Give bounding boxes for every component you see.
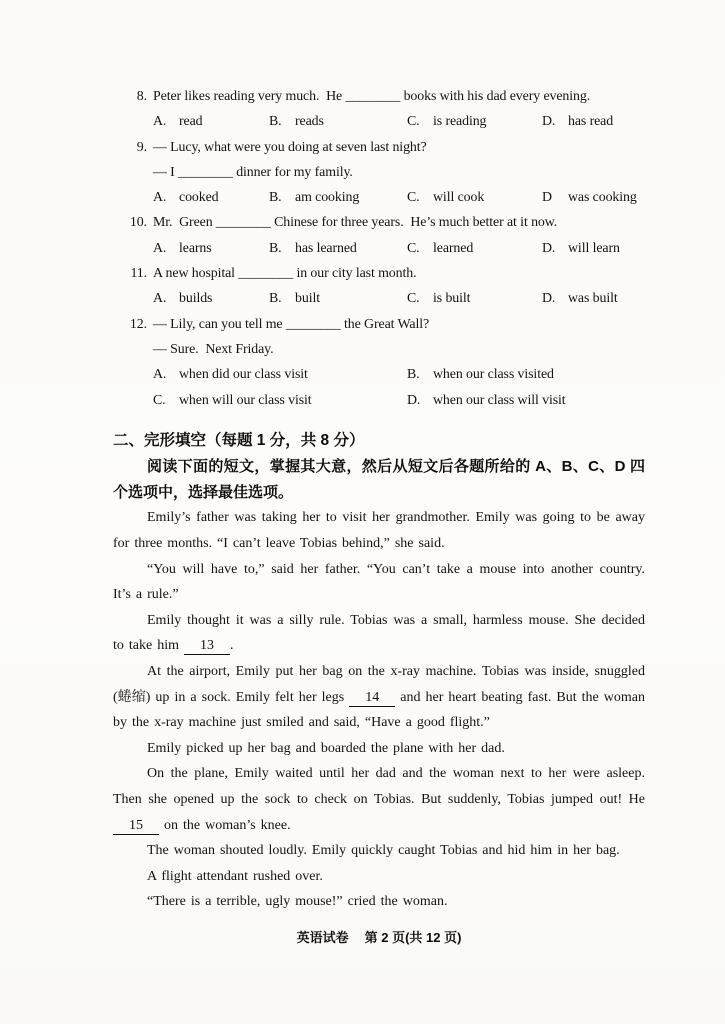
option (269, 109, 407, 134)
option-text: is reading (433, 114, 487, 130)
option-label: B. (407, 367, 420, 383)
passage-paragraph: The woman shouted loudly. Emily quickly caught Tobias and hid him in her bag. (147, 843, 620, 859)
option-label: D. (542, 240, 556, 256)
option-label: B. (269, 190, 282, 206)
option (407, 185, 542, 210)
passage-paragraph: Emily’s father was taking her to visit her grandmother. Emily was going to be away for three months. “I can’t leave Tobias behind,” she said. (113, 510, 645, 552)
option-label: D. (407, 392, 421, 408)
option (269, 185, 407, 210)
cloze-blank: 14 (349, 689, 395, 707)
option-text: has learned (295, 240, 357, 256)
question-stem-text: Mr. Green ________ Chinese for three years. He’s much better at it now. (153, 215, 558, 231)
option (269, 236, 407, 261)
option (407, 388, 645, 413)
question-number: 8. (136, 89, 147, 104)
page-footer (113, 926, 645, 950)
cloze-passage (113, 505, 645, 915)
options-row (153, 185, 645, 210)
option-text: when our class visited (433, 367, 554, 383)
question-stem-line (113, 337, 645, 362)
question-stem-text: — Lily, can you tell me ________ the Great Wall? (153, 316, 430, 332)
option (407, 362, 645, 387)
passage-paragraph: Emily picked up her bag and boarded the plane with her dad. (147, 740, 505, 756)
option (542, 286, 645, 311)
option (407, 286, 542, 311)
choice-question-list (113, 84, 645, 413)
option-label: D (542, 190, 552, 206)
question-number: 12. (129, 316, 147, 332)
question-number (113, 337, 147, 362)
option (153, 388, 407, 413)
question-stem-line (113, 135, 645, 160)
option (153, 109, 269, 134)
option (269, 286, 407, 311)
question-stem-line (113, 84, 645, 109)
option-label: A. (153, 114, 167, 130)
footer-doc-title: 英语试卷 (296, 929, 349, 945)
passage-paragraph: On the plane, Emily waited until her dad and the woman next to her were asleep. Then she opened up the sock to check on Tobias. But suddenly, Tobias jumped out! He 15 on the woman’s knee. (113, 766, 645, 833)
option-text: when will our class visit (179, 392, 312, 408)
option-label: D. (542, 291, 556, 307)
option-text: learned (433, 240, 474, 256)
passage-paragraph: “You will have to,” said her father. “You can’t take a mouse into another country. It’s a rule.” (113, 561, 645, 603)
option-text: was built (568, 291, 618, 307)
option-text: learns (179, 240, 212, 256)
option-text: am cooking (295, 190, 360, 206)
option-text: will cook (433, 190, 485, 206)
question-stem-line (113, 312, 645, 337)
question-block (113, 261, 645, 312)
passage-paragraph: Emily thought it was a silly rule. Tobias was a small, harmless mouse. She decided to take him 13 . (113, 612, 645, 654)
option-text: builds (179, 291, 213, 307)
section-instructions: 阅读下面的短文，掌握其大意，然后从短文后各题所给的 A、B、C、D 四个选项中，选择最佳选项。 (113, 457, 645, 501)
option-label: A. (153, 190, 167, 206)
question-stem-line (113, 261, 645, 286)
option-label: C. (407, 240, 420, 256)
options-row (153, 388, 645, 413)
option-label: C. (407, 291, 420, 307)
option-text: is built (433, 291, 471, 307)
option-label: C. (407, 190, 420, 206)
passage-paragraph: A flight attendant rushed over. (147, 868, 323, 884)
passage-paragraph: At the airport, Emily put her bag on the x-ray machine. Tobias was inside, snuggled (蜷缩) up in a sock. Emily felt her legs 14 and her heart beating fast. But the woman by the x-ray machine just smiled and said, “Have a good flight.” (113, 664, 645, 731)
option-text: built (295, 291, 320, 307)
question-stem-line (113, 160, 645, 185)
option-label: A. (153, 240, 167, 256)
options-row (153, 362, 645, 387)
option (407, 236, 542, 261)
question-stem-text: — Lucy, what were you doing at seven last night? (153, 139, 427, 155)
question-block (113, 210, 645, 261)
option-text: reads (295, 114, 324, 130)
option-label: C. (153, 392, 166, 408)
option (542, 185, 645, 210)
passage-paragraph: “There is a terrible, ugly mouse!” cried the woman. (147, 894, 448, 910)
option-text: was cooking (568, 190, 637, 206)
option-label: B. (269, 114, 282, 130)
option-label: C. (407, 114, 420, 130)
option (542, 109, 645, 134)
option (153, 286, 269, 311)
question-stem-text: — I ________ dinner for my family. (153, 164, 353, 180)
option-label: D. (542, 114, 556, 130)
question-block (113, 135, 645, 211)
option-text: will learn (568, 240, 620, 256)
question-number: 11. (130, 266, 147, 282)
option (153, 185, 269, 210)
options-row (153, 109, 645, 134)
question-block (113, 312, 645, 413)
question-stem-text: A new hospital ________ in our city last month. (153, 266, 417, 282)
options-row (153, 286, 645, 311)
option-text: when did our class visit (179, 367, 308, 383)
cloze-blank: 15 (113, 817, 159, 835)
option-label: A. (153, 367, 167, 383)
option-text: cooked (179, 190, 219, 206)
option (153, 362, 407, 387)
footer-page-number: 第 2 页(共 12 页) (364, 929, 462, 945)
question-stem-text: Peter likes reading very much. He ________ books with his dad every evening. (153, 89, 591, 104)
question-stem-line (113, 210, 645, 235)
question-number (113, 160, 147, 185)
option (542, 236, 645, 261)
option-text: has read (568, 114, 614, 130)
question-block (113, 84, 645, 135)
option-text: read (179, 114, 203, 130)
options-row (153, 236, 645, 261)
question-number: 9. (136, 139, 147, 155)
option-label: B. (269, 240, 282, 256)
option-label: A. (153, 291, 167, 307)
section-heading: 二、完形填空（每题 1 分，共 8 分） (113, 431, 365, 449)
question-stem-text: — Sure. Next Friday. (153, 341, 274, 357)
option (407, 109, 542, 134)
option-label: B. (269, 291, 282, 307)
option (153, 236, 269, 261)
option-text: when our class will visit (433, 392, 566, 408)
cloze-blank: 13 (184, 637, 230, 655)
question-number: 10. (129, 215, 147, 231)
